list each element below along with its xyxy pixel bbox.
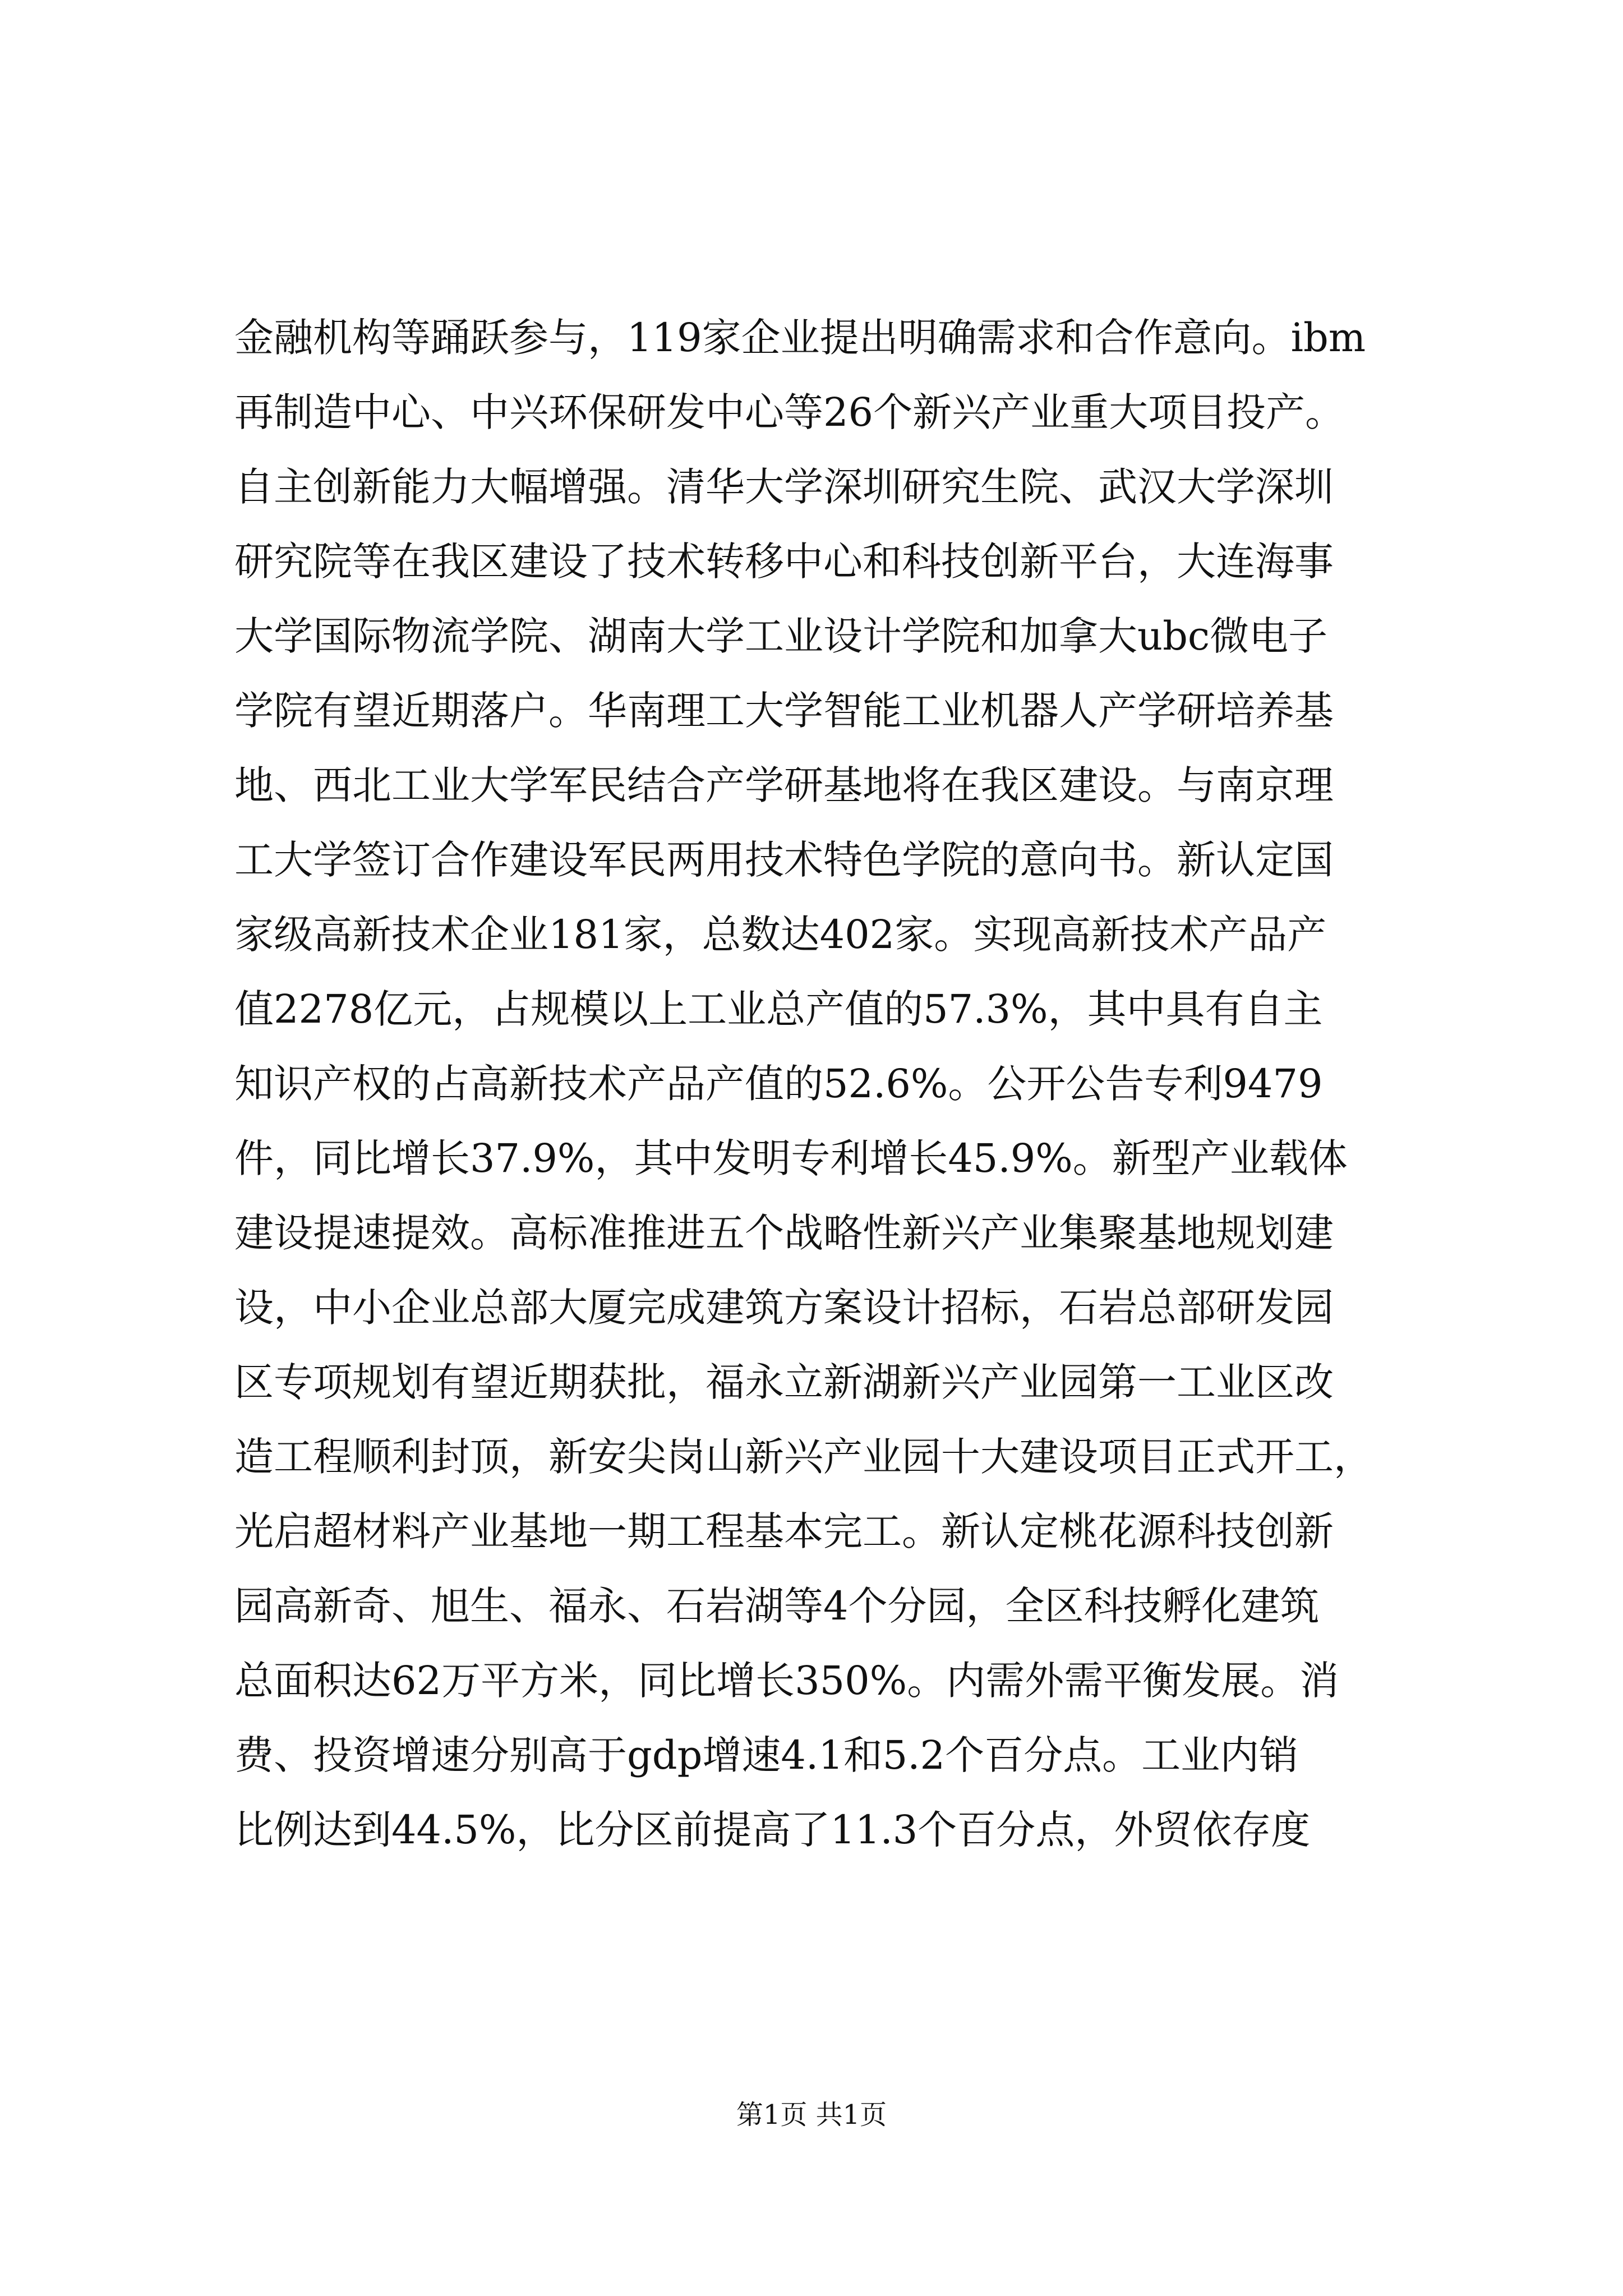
text-line-3: 自主创新能力大幅增强。清华大学深圳研究生院、武汉大学深圳 [234,464,1334,510]
text-line-11: 知识产权的占高新技术产品产值的52.6%。公开公告专利9479 [234,1061,1323,1107]
text-line-7: 地、西北工业大学军民结合产学研基地将在我区建设。与南京理 [234,762,1334,808]
text-line-5: 大学国际物流学院、湖南大学工业设计学院和加拿大ubc微电子 [234,613,1328,659]
text-line-1: 金融机构等踊跃参与，119家企业提出明确需求和合作意向。ibm [234,315,1366,361]
text-line-17: 光启超材料产业基地一期工程基本完工。新认定桃花源科技创新 [234,1508,1334,1554]
text-line-20: 费、投资增速分别高于gdp增速4.1和5.2个百分点。工业内销 [234,1732,1299,1778]
text-line-13: 建设提速提效。高标准推进五个战略性新兴产业集聚基地规划建 [234,1210,1334,1256]
body-text [234,301,1423,1867]
text-line-4: 研究院等在我区建设了技术转移中心和科技创新平台，大连海事 [234,539,1334,585]
text-line-12: 件，同比增长37.9%，其中发明专利增长45.9%。新型产业载体 [234,1135,1348,1181]
page-footer [0,2098,1623,2132]
text-line-14: 设，中小企业总部大厦完成建筑方案设计招标，石岩总部研发园 [234,1285,1334,1331]
text-line-19: 总面积达62万平方米，同比增长350%。内需外需平衡发展。消 [234,1658,1339,1704]
text-line-6: 学院有望近期落户。华南理工大学智能工业机器人产学研培养基 [234,688,1334,734]
text-line-15: 区专项规划有望近期获批，福永立新湖新兴产业园第一工业区改 [234,1359,1334,1405]
text-line-16: 造工程顺利封顶，新安尖岗山新兴产业园十大建设项目正式开工， [234,1434,1373,1480]
text-line-9: 家级高新技术企业181家，总数达402家。实现高新技术产品产 [234,912,1327,958]
text-line-8: 工大学签订合作建设军民两用技术特色学院的意向书。新认定国 [234,837,1334,883]
text-line-10: 值2278亿元，占规模以上工业总产值的57.3%，其中具有自主 [234,986,1323,1032]
text-line-2: 再制造中心、中兴环保研发中心等26个新兴产业重大项目投产。 [234,389,1345,435]
text-line-21: 比例达到44.5%，比分区前提高了11.3个百分点，外贸依存度 [234,1807,1311,1853]
text-line-18: 园高新奇、旭生、福永、石岩湖等4个分园，全区科技孵化建筑 [234,1583,1320,1629]
page-number-label: 第1页 共1页 [736,2099,887,2131]
